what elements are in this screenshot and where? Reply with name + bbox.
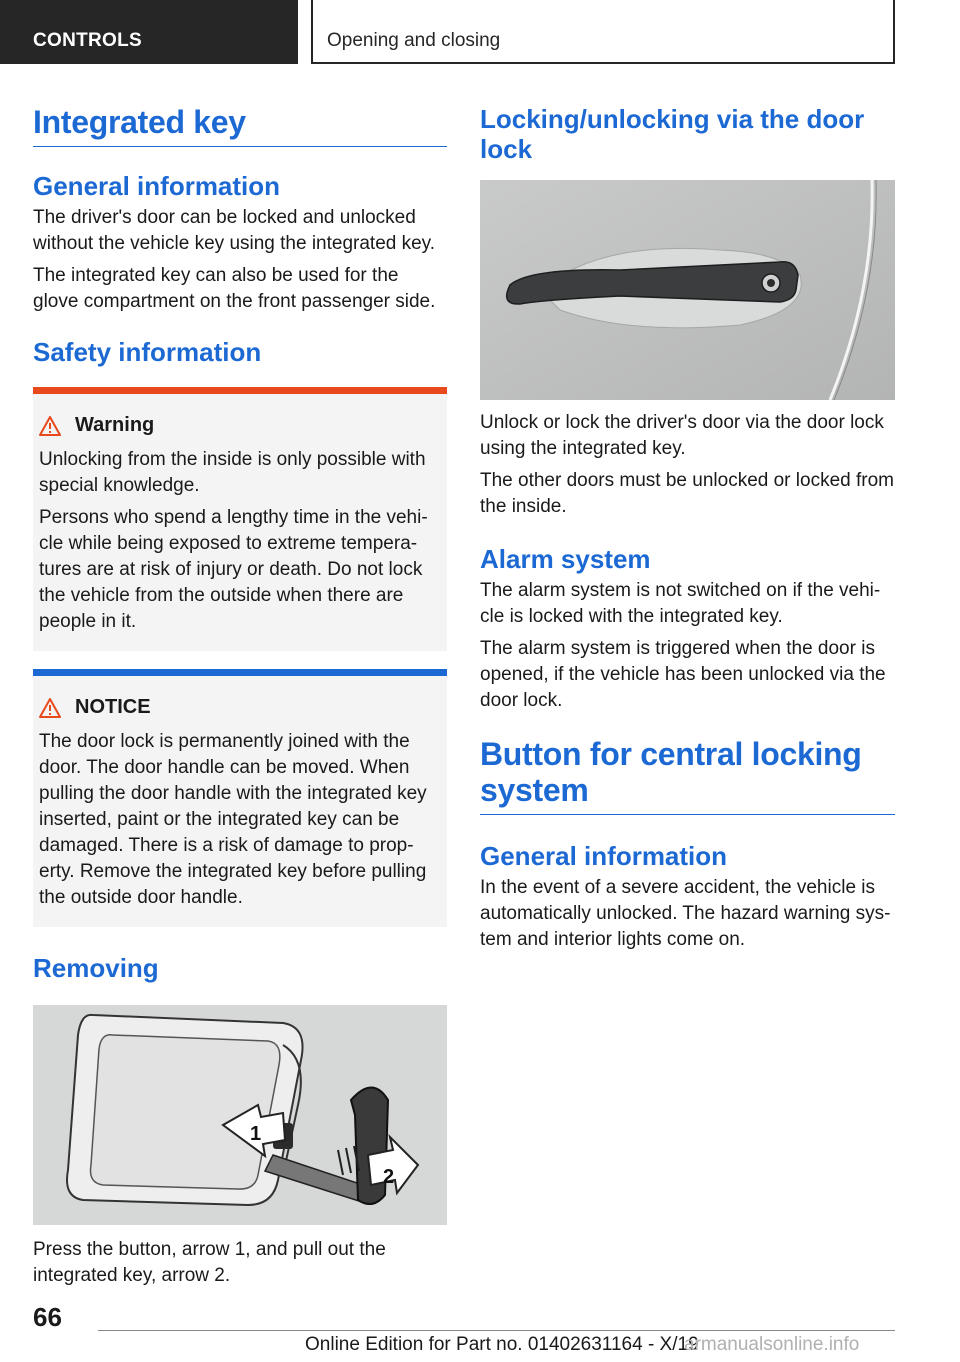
section-title-central-locking-button: Button for central locking system	[480, 736, 895, 815]
arrow-1-label: 1	[250, 1123, 262, 1145]
edition-text: Online Edition for Part no. 01402631164 - X/19	[305, 1334, 699, 1355]
door-handle-photo	[480, 180, 895, 400]
heading-general-information: General information	[33, 171, 281, 201]
warning-triangle-icon	[39, 416, 61, 436]
warning-text: Persons who spend a lengthy time in the vehicle while being exposed to extreme temperatures are at risk of injury or death. Do not lock the vehicle from the outside when there are people in it.	[39, 507, 428, 632]
section-title-integrated-key: Integrated key	[33, 100, 447, 147]
warning-box	[33, 387, 447, 651]
paragraph: The integrated key can also be used for the glove compartment on the front passenger side.	[33, 265, 436, 312]
heading-removing: Removing	[33, 953, 159, 983]
footer-divider	[98, 1330, 895, 1331]
section-label: CONTROLS	[33, 30, 143, 51]
heading-general-information: General information	[480, 841, 728, 871]
arrow-2-label: 2	[383, 1166, 395, 1188]
notice-box	[33, 669, 447, 927]
chapter-tab	[311, 0, 895, 64]
notice-text: The door lock is permanently joined with the door. The door handle can be moved. When pulling the door handle with the integrated key inserted, paint or the integrated key can be damaged. There is a risk of damage to property. Remove the integrated key before pulling the outside door handle.	[39, 731, 427, 908]
watermark-text: armanualsonline.info	[684, 1334, 860, 1355]
left-column	[33, 100, 447, 1289]
notice-label: NOTICE	[75, 696, 151, 718]
door-handle-drawing	[480, 180, 895, 400]
heading-alarm-system: Alarm system	[480, 544, 651, 574]
heading-safety-information: Safety information	[33, 337, 262, 367]
right-column	[480, 104, 895, 953]
key-fob-drawing	[33, 1005, 447, 1225]
notice-triangle-icon	[39, 698, 61, 718]
heading-locking-via-door-lock: Locking/unlocking via the door lock	[480, 104, 865, 164]
page-number: 66	[33, 1302, 62, 1332]
paragraph: Unlock or lock the driver's door via the door lock using the integrated key.	[480, 412, 884, 459]
section-tab	[0, 0, 298, 64]
paragraph: The other doors must be unlocked or locked from the inside.	[480, 470, 894, 517]
warning-text: Unlocking from the inside is only possible with special knowledge.	[39, 449, 426, 496]
notice-header	[39, 696, 441, 719]
image-caption: Press the button, arrow 1, and pull out the integrated key, arrow 2.	[33, 1239, 386, 1286]
paragraph: In the event of a severe accident, the vehicle is automatically unlocked. The hazard warning system and interior lights come on.	[480, 877, 891, 950]
chapter-label: Opening and closing	[327, 30, 501, 51]
warning-header	[39, 414, 441, 437]
paragraph: The alarm system is not switched on if the vehicle is locked with the integrated key.	[480, 580, 881, 627]
key-removal-illustration	[33, 1005, 447, 1225]
paragraph: The alarm system is triggered when the door is opened, if the vehicle has been unlocked via the door lock.	[480, 638, 886, 711]
warning-label: Warning	[75, 414, 155, 436]
paragraph: The driver's door can be locked and unlocked without the vehicle key using the integrated key.	[33, 207, 436, 254]
